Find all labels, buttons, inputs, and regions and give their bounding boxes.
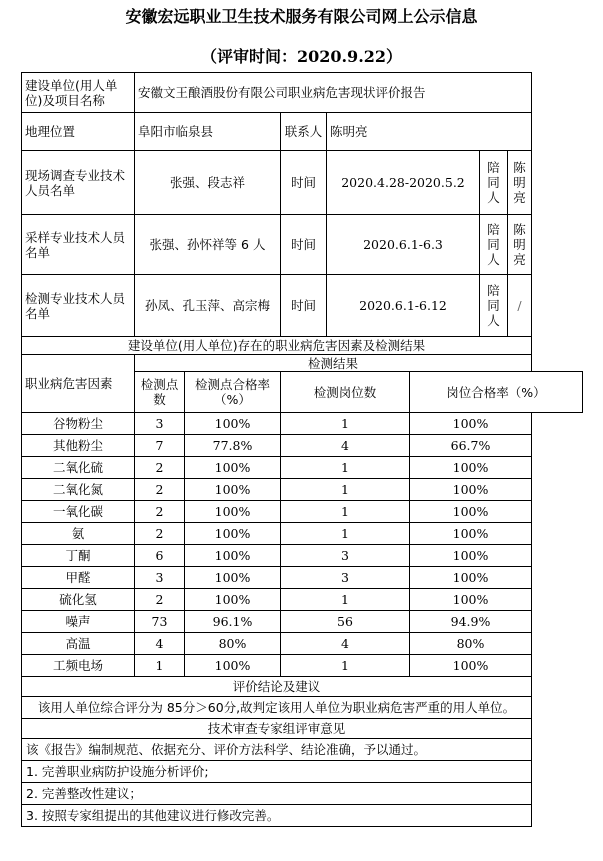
point-rate: 100% [185, 567, 281, 589]
sampling-accomp-label: 陪同人 [480, 215, 508, 275]
points: 73 [135, 611, 185, 633]
survey-time-value: 2020.4.28-2020.5.2 [327, 151, 480, 215]
unit-label: 建设单位(用人单位)及项目名称 [22, 73, 135, 113]
points: 2 [135, 479, 185, 501]
post-rate: 100% [410, 479, 532, 501]
point-rate: 96.1% [185, 611, 281, 633]
sampling-time-value: 2020.6.1-6.3 [327, 215, 480, 275]
hazards-section-title: 建设单位(用人单位)存在的职业病危害因素及检测结果 [22, 337, 532, 355]
factor-name: 一氧化碳 [22, 501, 135, 523]
points: 1 [135, 655, 185, 677]
location-value: 阜阳市临泉县 [135, 113, 281, 151]
posts: 1 [281, 501, 410, 523]
points: 3 [135, 413, 185, 435]
point-rate: 100% [185, 655, 281, 677]
post-rate: 100% [410, 501, 532, 523]
post-rate: 100% [410, 545, 532, 567]
survey-value: 张强、段志祥 [135, 151, 281, 215]
unit-value: 安徽文王酿酒股份有限公司职业病危害现状评价报告 [135, 73, 532, 113]
post-rate: 100% [410, 523, 532, 545]
col-posts: 检测岗位数 [281, 372, 410, 413]
points: 4 [135, 633, 185, 655]
sampling-time-label: 时间 [281, 215, 327, 275]
table-row [22, 611, 583, 633]
post-rate: 100% [410, 655, 532, 677]
posts: 1 [281, 413, 410, 435]
location-label: 地理位置 [22, 113, 135, 151]
testing-accomp-label: 陪同人 [480, 275, 508, 337]
posts: 1 [281, 589, 410, 611]
point-rate: 100% [185, 545, 281, 567]
factor-name: 甲醛 [22, 567, 135, 589]
review-time: （评审时间：2020.9.22） [200, 47, 403, 66]
disclosure-table [21, 72, 583, 827]
point-rate: 100% [185, 589, 281, 611]
points: 6 [135, 545, 185, 567]
contact-label: 联系人 [281, 113, 327, 151]
sampling-label: 采样专业技术人员名单 [22, 215, 135, 275]
testing-accomp-value: / [508, 275, 532, 337]
review-line: 3. 按照专家组提出的其他建议进行修改完善。 [22, 805, 532, 827]
sampling-accomp-value: 陈明亮 [508, 215, 532, 275]
conclusion-text: 该用人单位综合评分为 85分＞60分,故判定该用人单位为职业病危害严重的用人单位。 [22, 697, 532, 719]
table-row [22, 501, 583, 523]
survey-accomp-value: 陈明亮 [508, 151, 532, 215]
posts: 1 [281, 523, 410, 545]
testing-time-label: 时间 [281, 275, 327, 337]
conclusion-title: 评价结论及建议 [22, 677, 532, 697]
point-rate: 100% [185, 479, 281, 501]
review-title: 技术审查专家组评审意见 [22, 719, 532, 739]
point-rate: 100% [185, 413, 281, 435]
factor-name: 硫化氢 [22, 589, 135, 611]
post-rate: 66.7% [410, 435, 532, 457]
point-rate: 77.8% [185, 435, 281, 457]
col-points: 检测点数 [135, 372, 185, 413]
testing-time-value: 2020.6.1-6.12 [327, 275, 480, 337]
post-rate: 100% [410, 457, 532, 479]
points: 2 [135, 523, 185, 545]
posts: 1 [281, 655, 410, 677]
point-rate: 80% [185, 633, 281, 655]
table-row [22, 567, 583, 589]
posts: 1 [281, 479, 410, 501]
point-rate: 100% [185, 523, 281, 545]
factor-name: 谷物粉尘 [22, 413, 135, 435]
factor-name: 高温 [22, 633, 135, 655]
factor-name: 其他粉尘 [22, 435, 135, 457]
point-rate: 100% [185, 501, 281, 523]
survey-time-label: 时间 [281, 151, 327, 215]
posts: 3 [281, 545, 410, 567]
factor-name: 丁酮 [22, 545, 135, 567]
page-title: 安徽宏远职业卫生技术服务有限公司网上公示信息 [125, 7, 478, 26]
review-line: 2. 完善整改性建议； [22, 783, 532, 805]
points: 2 [135, 501, 185, 523]
posts: 4 [281, 435, 410, 457]
points: 2 [135, 589, 185, 611]
results-header: 检测结果 [135, 355, 532, 372]
table-row [22, 633, 583, 655]
table-row [22, 523, 583, 545]
factor-name: 二氧化硫 [22, 457, 135, 479]
post-rate: 94.9% [410, 611, 532, 633]
table-row [22, 435, 583, 457]
contact-value: 陈明亮 [327, 113, 532, 151]
post-rate: 100% [410, 589, 532, 611]
factor-name: 噪声 [22, 611, 135, 633]
posts: 4 [281, 633, 410, 655]
table-row [22, 479, 583, 501]
posts: 3 [281, 567, 410, 589]
post-rate: 100% [410, 567, 532, 589]
points: 7 [135, 435, 185, 457]
table-row [22, 589, 583, 611]
factor-name: 工频电场 [22, 655, 135, 677]
factor-name: 二氧化氮 [22, 479, 135, 501]
col-point-rate: 检测点合格率（%） [185, 372, 281, 413]
testing-value: 孙凤、孔玉萍、高宗梅 [135, 275, 281, 337]
table-row [22, 655, 583, 677]
point-rate: 100% [185, 457, 281, 479]
factor-name: 氨 [22, 523, 135, 545]
posts: 1 [281, 457, 410, 479]
review-line: 1. 完善职业病防护设施分析评价; [22, 761, 532, 783]
posts: 56 [281, 611, 410, 633]
review-line: 该《报告》编制规范、依据充分、评价方法科学、结论准确，予以通过。 [22, 739, 532, 761]
sampling-value: 张强、孙怀祥等 6 人 [135, 215, 281, 275]
post-rate: 100% [410, 413, 532, 435]
table-row [22, 413, 583, 435]
table-row [22, 545, 583, 567]
col-post-rate: 岗位合格率（%） [410, 372, 583, 413]
testing-label: 检测专业技术人员名单 [22, 275, 135, 337]
points: 2 [135, 457, 185, 479]
post-rate: 80% [410, 633, 532, 655]
survey-label: 现场调查专业技术人员名单 [22, 151, 135, 215]
table-row [22, 457, 583, 479]
points: 3 [135, 567, 185, 589]
factor-header: 职业病危害因素 [22, 355, 135, 413]
survey-accomp-label: 陪同人 [480, 151, 508, 215]
